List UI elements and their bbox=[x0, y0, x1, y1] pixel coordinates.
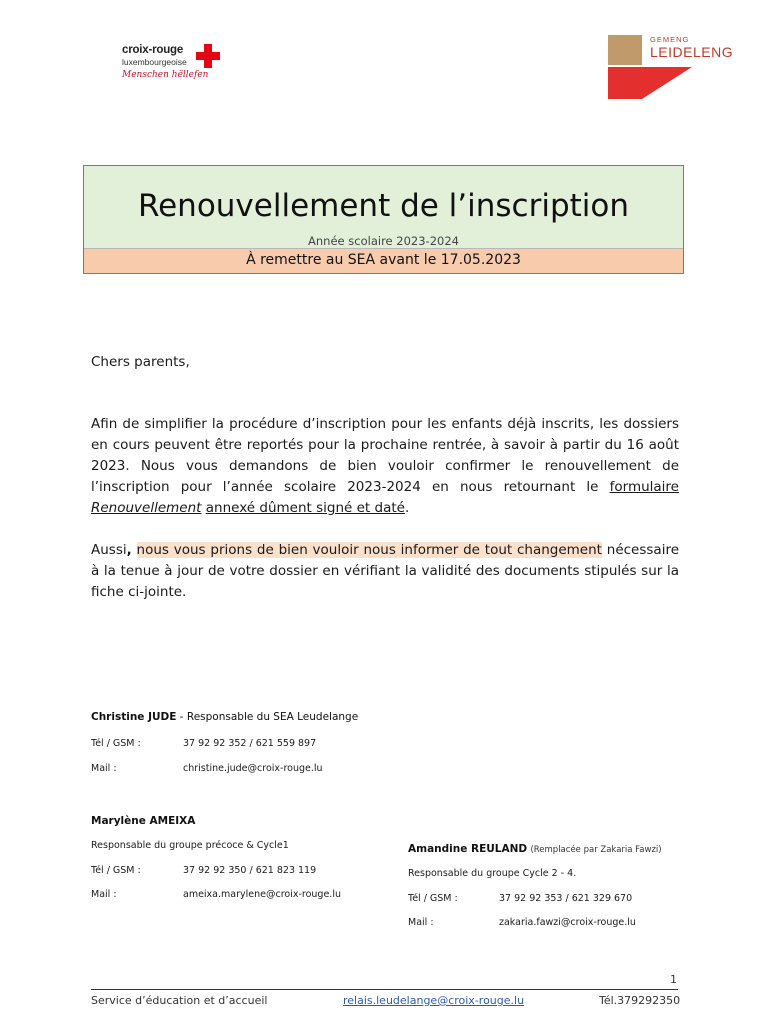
contact-marylene-heading bbox=[91, 815, 195, 827]
croix-rouge-logo bbox=[122, 42, 232, 88]
red-cross-icon bbox=[196, 44, 220, 68]
school-year: Année scolaire 2023-2024 bbox=[308, 234, 459, 248]
contact-christine-mail-label: Mail : bbox=[91, 763, 117, 774]
form-link-text: formulaire bbox=[609, 479, 679, 495]
form-signed-text: annexé dûment signé et daté bbox=[205, 500, 405, 516]
croix-rouge-logo-name: croix-rouge bbox=[122, 44, 184, 56]
contact-christine-mail[interactable]: christine.jude@croix-rouge.lu bbox=[183, 763, 323, 774]
contact-marylene-tel-label: Tél / GSM : bbox=[91, 865, 141, 876]
leidelang-logo-gemeng: GEMENG bbox=[650, 35, 690, 44]
contact-amandine-mail-label: Mail : bbox=[408, 917, 434, 928]
contact-amandine-heading bbox=[408, 843, 662, 855]
greeting: Chers parents, bbox=[91, 354, 190, 370]
contact-amandine-note: (Remplacée par Zakaria Fawzi) bbox=[530, 845, 662, 855]
paragraph-1 bbox=[91, 414, 679, 519]
footer-divider bbox=[91, 989, 678, 990]
croix-rouge-logo-motto: Menschen hëllefen bbox=[122, 70, 209, 80]
contact-christine-role: - Responsable du SEA Leudelange bbox=[176, 711, 359, 723]
footer-phone: Tél.379292350 bbox=[599, 994, 681, 1007]
footer-email-link[interactable]: relais.leudelange@croix-rouge.lu bbox=[343, 994, 525, 1007]
contact-christine-tel-label: Tél / GSM : bbox=[91, 738, 141, 749]
paragraph-1-text: Afin de simplifier la procédure d’inscription pour les enfants déjà inscrits, les dossiers en cours peuvent être reportés pour la prochaine rentrée, à savoir à partir du 16 août 2023. Nous vous demandons de bien vouloir confirmer le renouvellement de l’inscription pour l’année scolaire 2023-2024 en nous retournant le bbox=[91, 416, 679, 495]
deadline-band: À remettre au SEA avant le 17.05.2023 bbox=[84, 248, 683, 273]
contact-christine-heading bbox=[91, 711, 358, 723]
contact-marylene-mail-label: Mail : bbox=[91, 889, 117, 900]
contact-amandine-tel-label: Tél / GSM : bbox=[408, 893, 458, 904]
paragraph-2-comma: , bbox=[126, 542, 132, 558]
leidelang-logo bbox=[606, 33, 736, 101]
page-title: Renouvellement de l’inscription bbox=[137, 188, 630, 224]
contact-marylene-mail[interactable]: ameixa.marylene@croix-rouge.lu bbox=[183, 889, 341, 900]
croix-rouge-logo-sub: luxembourgeoise bbox=[122, 57, 187, 67]
page-number: 1 bbox=[670, 973, 677, 986]
paragraph-2-start: Aussi bbox=[91, 542, 127, 558]
highlighted-request: nous vous prions de bien vouloir nous informer de tout changement bbox=[136, 542, 602, 558]
contact-marylene-tel: 37 92 92 350 / 621 823 119 bbox=[183, 865, 317, 876]
footer-service: Service d’éducation et d’accueil bbox=[91, 994, 268, 1007]
contact-christine-tel: 37 92 92 352 / 621 559 897 bbox=[183, 738, 317, 749]
contact-christine-name: Christine JUDE bbox=[91, 711, 177, 723]
contact-marylene-name: Marylène AMEIXA bbox=[91, 815, 196, 827]
title-box bbox=[83, 165, 684, 274]
form-name-text: Renouvellement bbox=[91, 500, 202, 516]
contact-marylene-role: Responsable du groupe précoce & Cycle1 bbox=[91, 840, 289, 851]
paragraph-2 bbox=[91, 540, 679, 603]
paragraph-2-rest: nécessaire à la tenue à jour de votre dossier en vérifiant la validité des documents stipulés sur la fiche ci-jointe. bbox=[91, 542, 680, 600]
contact-amandine-tel: 37 92 92 353 / 621 329 670 bbox=[499, 893, 633, 904]
leidelang-logo-name: LEIDELENG bbox=[650, 44, 734, 60]
contact-amandine-mail[interactable]: zakaria.fawzi@croix-rouge.lu bbox=[499, 917, 636, 928]
contact-amandine-name: Amandine REULAND bbox=[408, 843, 528, 855]
paragraph-1-end: . bbox=[404, 500, 410, 516]
contact-amandine-role: Responsable du groupe Cycle 2 - 4. bbox=[408, 868, 577, 879]
